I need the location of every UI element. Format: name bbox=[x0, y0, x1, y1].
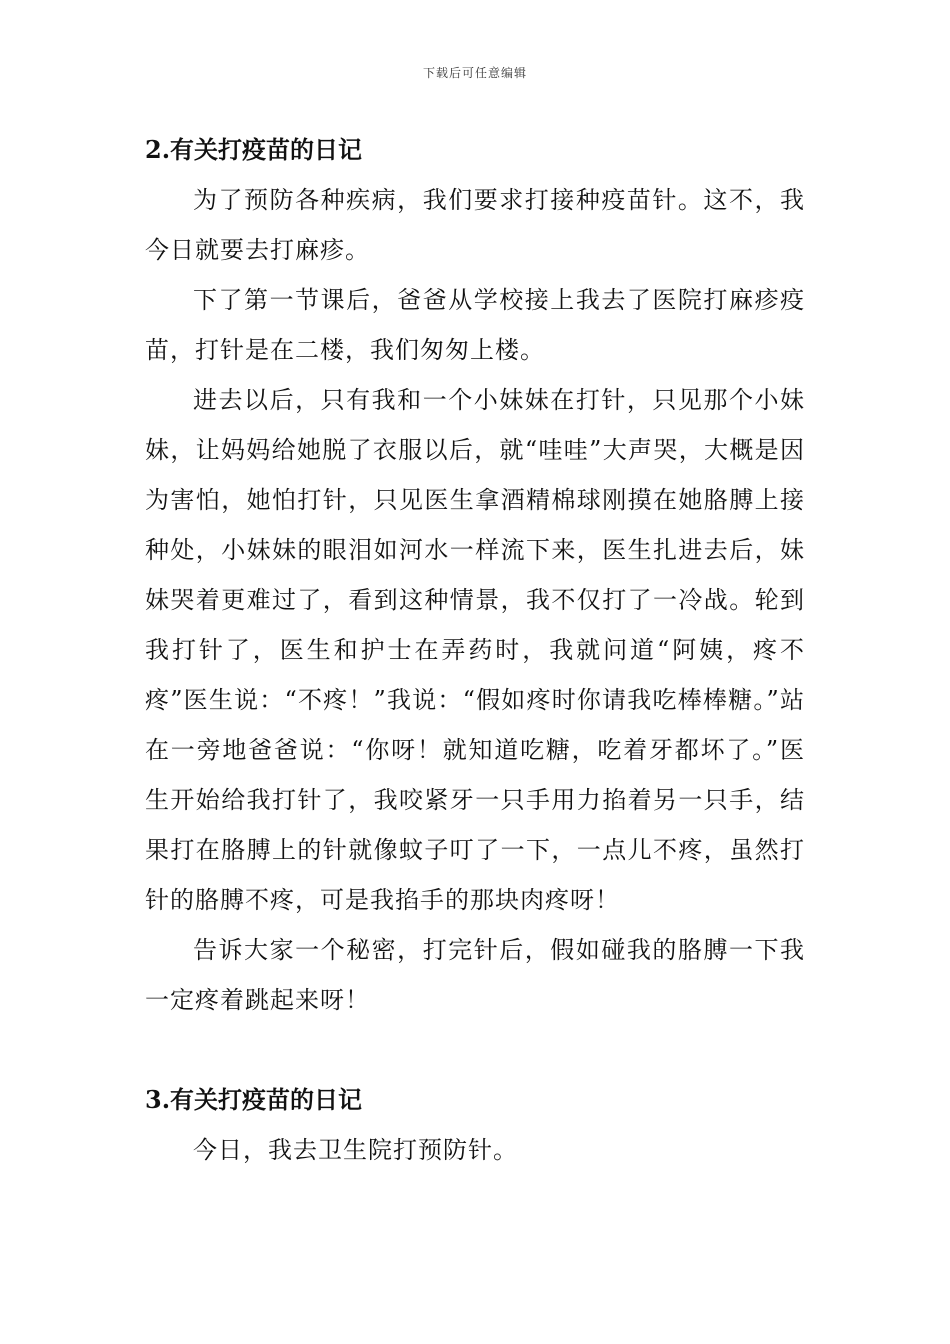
section-title: 3.有关打疫苗的日记 bbox=[145, 1085, 363, 1114]
diary-section-3 bbox=[145, 1075, 805, 1175]
section-title: 2.有关打疫苗的日记 bbox=[145, 135, 363, 164]
page-header: 下载后可任意编辑 bbox=[422, 66, 527, 80]
paragraph: 今日，我去卫生院打预防针。 bbox=[193, 1136, 518, 1164]
paragraph: 告诉大家一个秘密，打完针后，假如碰我的胳膊一下我一定疼着跳起来呀！ bbox=[145, 936, 805, 1014]
paragraph: 为了预防各种疾病，我们要求打接种疫苗针。这不，我今日就要去打麻疹。 bbox=[145, 186, 805, 264]
paragraph: 下了第一节课后，爸爸从学校接上我去了医院打麻疹疫苗，打针是在二楼，我们匆匆上楼。 bbox=[145, 286, 805, 364]
document-body bbox=[145, 125, 805, 1175]
diary-section-2 bbox=[145, 125, 805, 1025]
section-spacer bbox=[145, 1025, 805, 1075]
paragraph: 进去以后，只有我和一个小妹妹在打针，只见那个小妹妹，让妈妈给她脱了衣服以后，就“哇哇”大声哭，大概是因为害怕，她怕打针，只见医生拿酒精棉球刚摸在她胳膊上接种处，小妹妹的眼泪如河水一样流下来，医生扎进去后，妹妹哭着更难过了，看到这种情景，我不仅打了一冷战。轮到我打针了，医生和护士在弄药时，我就问道“阿姨，疼不疼”医生说：“不疼！”我说：“假如疼时你请我吃棒棒糖。”站在一旁地爸爸说：“你呀！就知道吃糖，吃着牙都坏了。”医生开始给我打针了，我咬紧牙一只手用力掐着另一只手，结果打在胳膊上的针就像蚊子叮了一下，一点儿不疼，虽然打针的胳膊不疼，可是我掐手的那块肉疼呀！ bbox=[145, 386, 805, 914]
